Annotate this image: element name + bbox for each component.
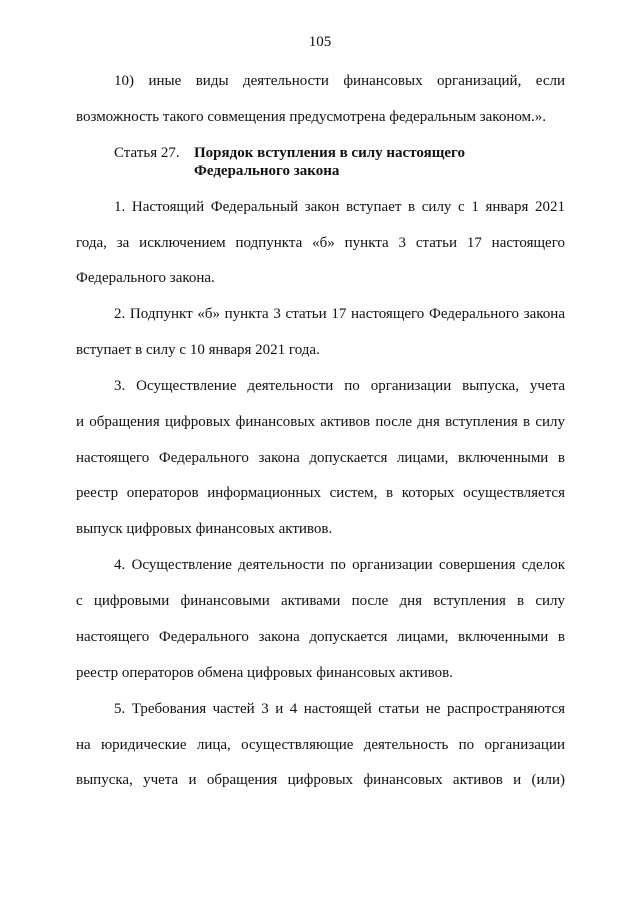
paragraph-3-line-1: 3. Осуществление деятельности по организации выпуска, учета (114, 378, 565, 394)
paragraph-10-line-1: 10) иные виды деятельности финансовых организаций, если (114, 73, 565, 89)
paragraph-2-line-2: вступает в силу с 10 января 2021 года. (76, 342, 320, 358)
article-title-line-2: Федерального закона (194, 163, 340, 179)
paragraph-4-line-1: 4. Осуществление деятельности по организации совершения сделок (114, 557, 565, 573)
paragraph-2-line-1: 2. Подпункт «б» пункта 3 статьи 17 настоящего Федерального закона (114, 306, 565, 322)
paragraph-5-line-3: выпуска, учета и обращения цифровых финансовых активов и (или) (76, 772, 565, 788)
article-title-line-1: Порядок вступления в силу настоящего (194, 145, 465, 161)
paragraph-1-line-3: Федерального закона. (76, 270, 215, 286)
article-number: Статья 27. (114, 145, 180, 161)
paragraph-5-line-1: 5. Требования частей 3 и 4 настоящей статьи не распространяются (114, 701, 565, 717)
paragraph-3-line-2: и обращения цифровых финансовых активов после дня вступления в силу (76, 414, 565, 430)
paragraph-10-line-2: возможность такого совмещения предусмотрена федеральным законом.». (76, 109, 547, 125)
paragraph-3-line-5: выпуск цифровых финансовых активов. (76, 521, 333, 537)
paragraph-3-line-3: настоящего Федерального закона допускается лицами, включенными в (76, 450, 565, 466)
paragraph-4-line-4: реестр операторов обмена цифровых финансовых активов. (76, 665, 453, 681)
page-number: 105 (308, 34, 332, 50)
paragraph-5-line-2: на юридические лица, осуществляющие деятельность по организации (76, 737, 565, 753)
paragraph-4-line-2: с цифровыми финансовыми активами после дня вступления в силу (76, 593, 565, 609)
article-heading (114, 144, 465, 162)
paragraph-1-line-2: года, за исключением подпункта «б» пункта 3 статьи 17 настоящего (76, 235, 565, 251)
paragraph-1-line-1: 1. Настоящий Федеральный закон вступает в силу с 1 января 2021 (114, 199, 565, 215)
paragraph-3-line-4: реестр операторов информационных систем, в которых осуществляется (76, 485, 565, 501)
paragraph-4-line-3: настоящего Федерального закона допускается лицами, включенными в (76, 629, 565, 645)
